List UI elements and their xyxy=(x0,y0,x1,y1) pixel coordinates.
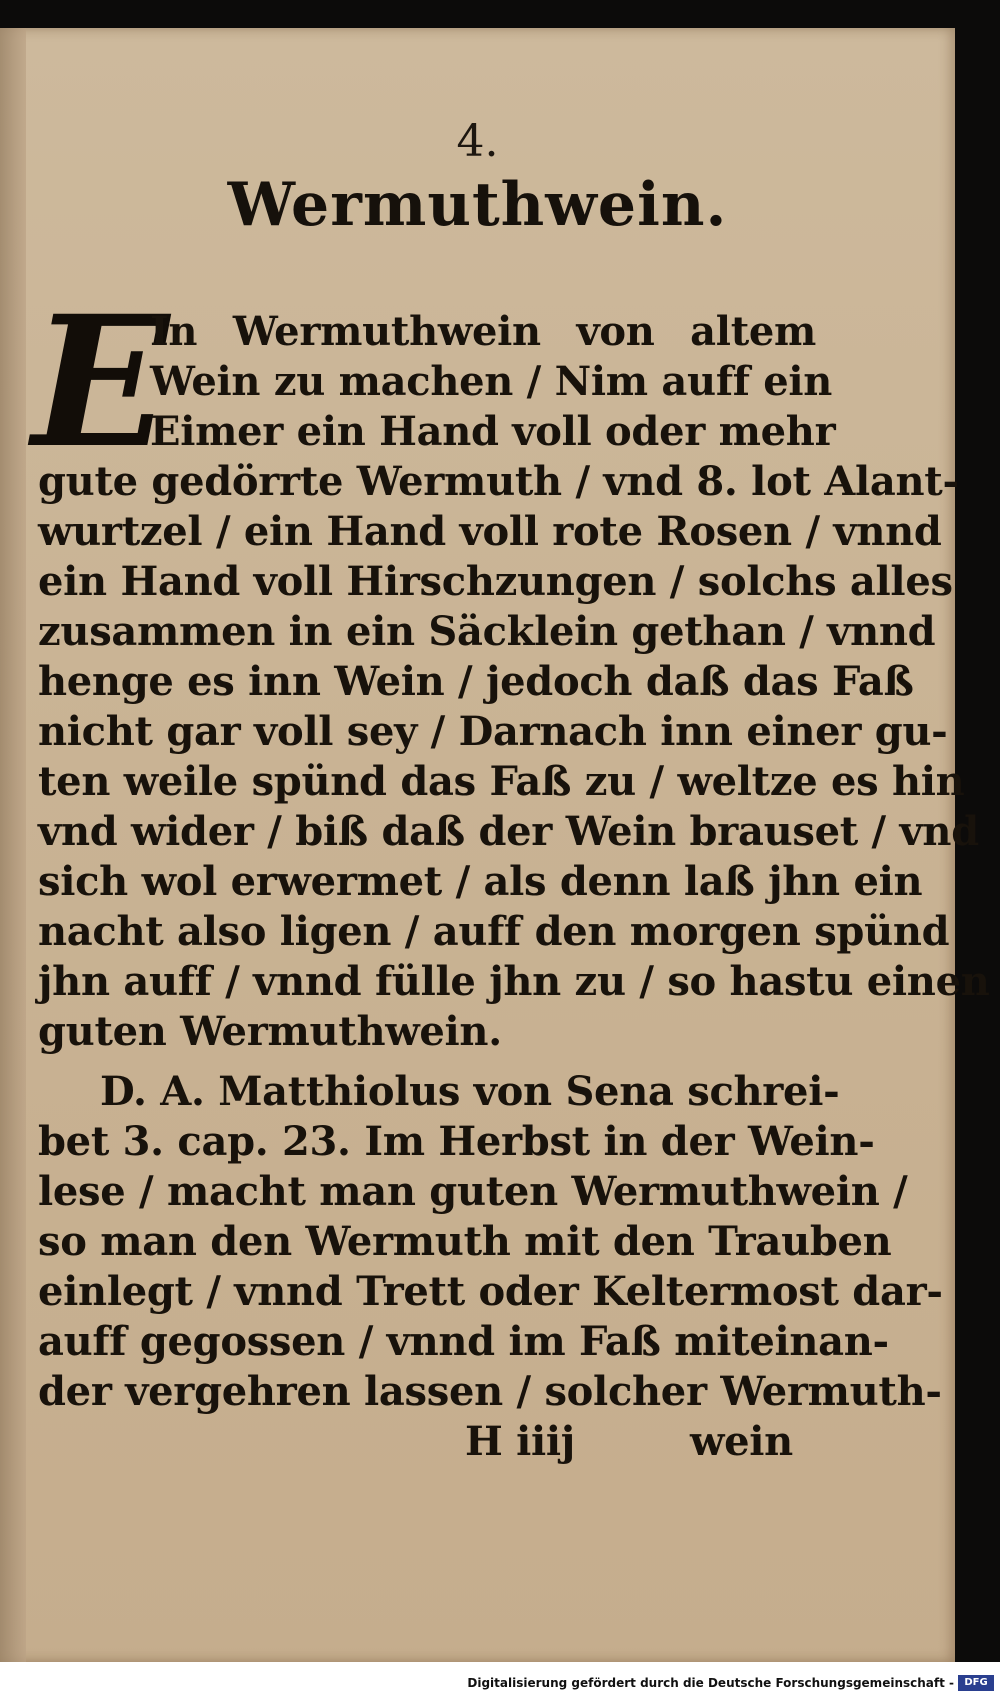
text-line: ten weile spünd das Faß zu / weltze es hin xyxy=(38,758,965,805)
text-line: henge es inn Wein / jedoch daß das Faß xyxy=(38,658,914,705)
dfg-logo: DFG xyxy=(958,1675,994,1691)
text-line: Wein zu machen / Nim auff ein xyxy=(150,358,833,405)
text-line: vnd wider / biß daß der Wein brauset / vnd xyxy=(38,808,979,855)
footer-credit: Digitalisierung gefördert durch die Deutsche Forschungsgemeinschaft - xyxy=(467,1676,954,1690)
catchword: wein xyxy=(690,1418,793,1465)
page-heading: Wermuthwein. xyxy=(227,170,728,240)
text-line: der vergehren lassen / solcher Wermuth- xyxy=(38,1368,942,1415)
signature-mark: H iiij xyxy=(465,1418,575,1465)
text-line: lese / macht man guten Wermuthwein / xyxy=(38,1168,908,1215)
text-line: In Wermuthwein von altem xyxy=(150,308,817,355)
page-spine-shadow xyxy=(0,28,26,1662)
text-line: zusammen in ein Säcklein gethan / vnnd xyxy=(38,608,936,655)
text-line: einlegt / vnnd Trett oder Keltermost dar- xyxy=(38,1268,943,1315)
text-line: guten Wermuthwein. xyxy=(38,1008,502,1055)
text-line: gute gedörrte Wermuth / vnd 8. lot Alant- xyxy=(38,458,959,505)
book-page xyxy=(0,28,990,1662)
text-line: ein Hand voll Hirschzungen / solchs alles xyxy=(38,558,953,605)
text-line: nacht also ligen / auff den morgen spünd xyxy=(38,908,950,955)
text-line: Eimer ein Hand voll oder mehr xyxy=(150,408,836,455)
text-line: so man den Wermuth mit den Trauben xyxy=(38,1218,892,1265)
page-number: 4. xyxy=(456,116,499,167)
text-line: auff gegossen / vnnd im Faß miteinan- xyxy=(38,1318,889,1365)
text-line: bet 3. cap. 23. Im Herbst in der Wein- xyxy=(38,1118,875,1165)
text-line: nicht gar voll sey / Darnach inn einer gu- xyxy=(38,708,948,755)
text-line: sich wol erwermet / als denn laß jhn ein xyxy=(38,858,923,905)
text-line: wurtzel / ein Hand voll rote Rosen / vnnd xyxy=(38,508,942,555)
digitization-footer xyxy=(0,1662,1000,1702)
text-line: jhn auff / vnnd fülle jhn zu / so hastu einen xyxy=(38,958,990,1005)
decorated-initial: E xyxy=(32,277,170,488)
text-line: D. A. Matthiolus von Sena schrei- xyxy=(100,1068,840,1115)
